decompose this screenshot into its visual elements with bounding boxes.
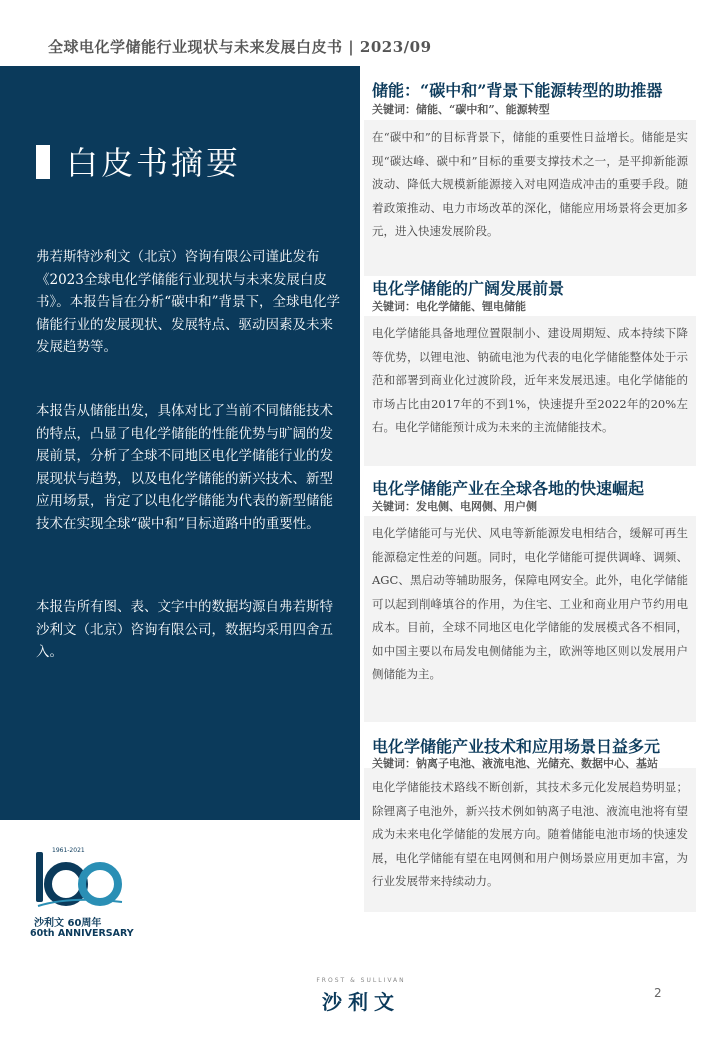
section-2-keywords: 关键词：电化学储能、锂电储能	[372, 300, 526, 313]
section-1-title: 储能：“碳中和”背景下能源转型的助推器	[372, 81, 663, 100]
section-1-keywords: 关键词：储能、“碳中和”、能源转型	[372, 103, 550, 116]
logo-years: 1961-2021	[52, 847, 85, 854]
page-number: 2	[654, 986, 662, 1000]
logo-anniversary-cn: 60周年	[67, 918, 102, 929]
footer-brand-cn: 沙利文	[322, 990, 400, 1014]
section-2-body: 电化学储能具备地理位置限制小、建设周期短、成本持续下降等优势，以锂电池、钠硫电池为代表的电化学储能整体处于示范和部署到商业化过渡阶段，近年来发展迅速。电化学储能的市场占比由2017年的不到1%，快速提升至2022年的20%左右。电化学储能预计成为未来的主流储能技术。	[372, 326, 688, 434]
section-3-title: 电化学储能产业在全球各地的快速崛起	[372, 479, 645, 498]
section-4-body: 电化学储能技术路线不断创新，其技术多元化发展趋势明显；除锂离子电池外，新兴技术例如钠离子电池、液流电池将有望成为未来电化学储能的发展方向。随着储能电池市场的快速发展，电化学储能有望在电网侧和用户侧场景应用更加丰富，为行业发展带来持续动力。	[372, 780, 688, 888]
summary-paragraph-2: 本报告从储能出发，具体对比了当前不同储能技术的特点，凸显了电化学储能的性能优势与旷阔的发展前景，分析了全球不同地区电化学储能行业的发展现状与趋势，以及电化学储能的新兴技术、新型应用场景，肯定了以电化学储能为代表的新型储能技术在实现全球“碳中和”目标道路中的重要性。	[36, 403, 333, 532]
logo-brand-cn	[34, 914, 101, 929]
page-header-title: 全球电化学储能行业现状与未来发展白皮书 | 2023/09	[48, 38, 432, 56]
logo-brand-cn-text: 沙利文	[34, 918, 64, 929]
summary-title: 白皮书摘要	[66, 144, 242, 182]
summary-title-bar	[36, 145, 50, 179]
summary-paragraph-1: 弗若斯特沙利文（北京）咨询有限公司谨此发布《2023全球电化学储能行业现状与未来发展白皮书》。本报告旨在分析“碳中和”背景下，全球电化学储能行业的发展现状、发展特点、驱动因素及未来发展趋势等。	[36, 249, 341, 355]
section-1-body: 在“碳中和”的目标背景下，储能的重要性日益增长。储能是实现“碳达峰、碳中和”目标的重要支撑技术之一，是平抑新能源波动、降低大规模新能源接入对电网造成冲击的重要手段。随着政策推动、电力市场改革的深化，储能应用场景将会更加多元，进入快速发展阶段。	[372, 130, 688, 238]
section-4-keywords: 关键词：钠离子电池、液流电池、光储充、数据中心、基站	[372, 757, 658, 770]
summary-paragraph-3: 本报告所有图、表、文字中的数据均源自弗若斯特沙利文（北京）咨询有限公司，数据均采用四舍五入。	[36, 599, 333, 660]
section-4-title: 电化学储能产业技术和应用场景日益多元	[372, 737, 661, 756]
logo-anniversary-en: 60th ANNIVERSARY	[30, 928, 134, 939]
section-3-body: 电化学储能可与光伏、风电等新能源发电相结合，缓解可再生能源稳定性差的问题。同时，电化学储能可提供调峰、调频、AGC、黑启动等辅助服务，保障电网安全。此外，电化学储能可以起到削峰填谷的作用，为住宅、工业和商业用户节约用电成本。目前，全球不同地区电化学储能的发展模式各不相同，如中国主要以布局发电侧储能为主，欧洲等地区则以发展用户侧储能为主。	[372, 526, 688, 681]
footer-brand-en: FROST & SULLIVAN	[316, 977, 406, 984]
section-2-title: 电化学储能的广阔发展前景	[372, 279, 565, 298]
section-3-keywords: 关键词：发电侧、电网侧、用户侧	[372, 500, 537, 513]
